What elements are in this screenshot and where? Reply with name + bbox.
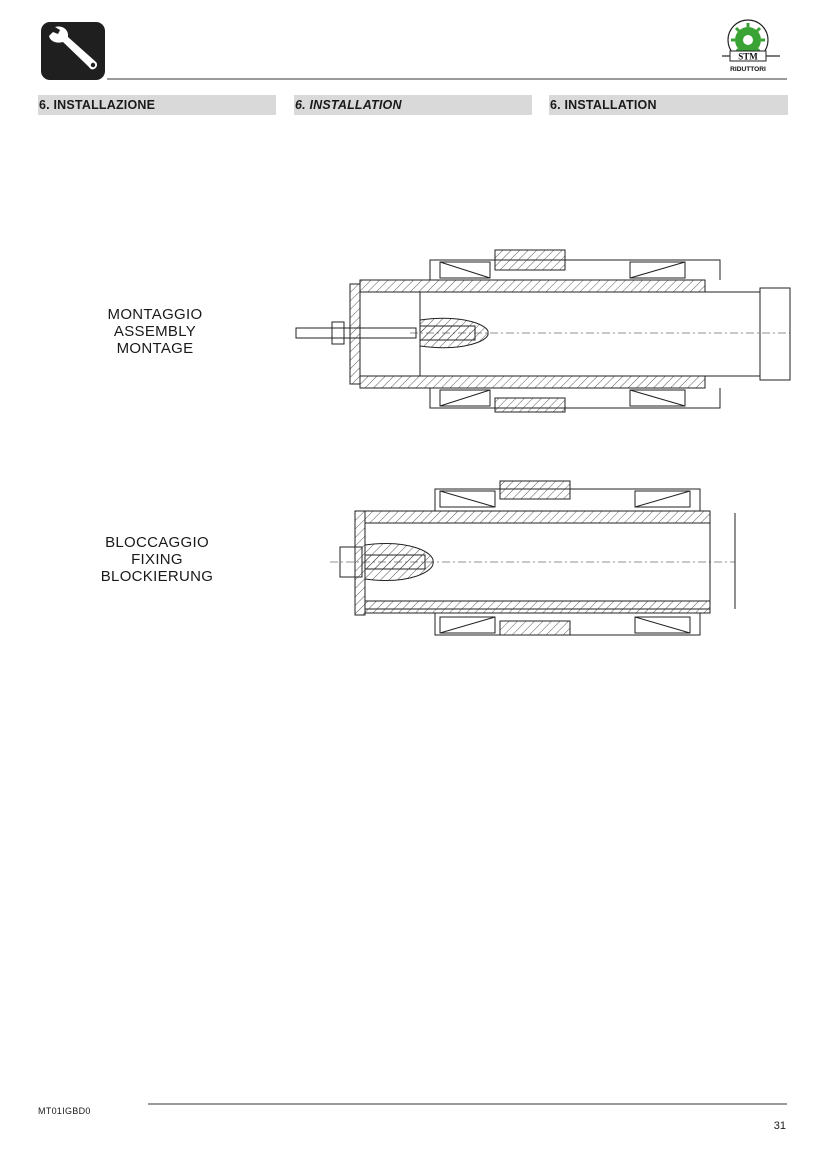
caption-line-it: BLOCCAGGIO	[105, 534, 209, 551]
caption-line-de: MONTAGE	[116, 340, 194, 357]
document-code: MT01IGBD0	[38, 1106, 91, 1116]
assembly-drawing	[290, 242, 800, 414]
wrench-icon	[41, 22, 105, 80]
stm-logo	[720, 18, 788, 80]
fixing-drawing	[290, 475, 740, 640]
header-rule	[107, 78, 787, 80]
section-title-it: 6. INSTALLAZIONE	[38, 95, 276, 115]
logo-subtitle-text: RIDUTTORI	[730, 66, 766, 73]
section-title-de: 6. INSTALLATION	[549, 95, 788, 115]
footer-rule	[148, 1103, 787, 1105]
section-title-en: 6. INSTALLATION	[294, 95, 532, 115]
logo-brand-text: STM	[738, 51, 758, 62]
caption-line-it: MONTAGGIO	[107, 306, 203, 323]
figure-caption-assembly	[75, 306, 235, 357]
figure-caption-fixing	[77, 534, 237, 585]
caption-line-en: FIXING	[131, 551, 183, 568]
caption-line-en: ASSEMBLY	[113, 323, 197, 340]
page-number: 31	[773, 1120, 786, 1132]
caption-line-de: BLOCKIERUNG	[100, 568, 214, 585]
